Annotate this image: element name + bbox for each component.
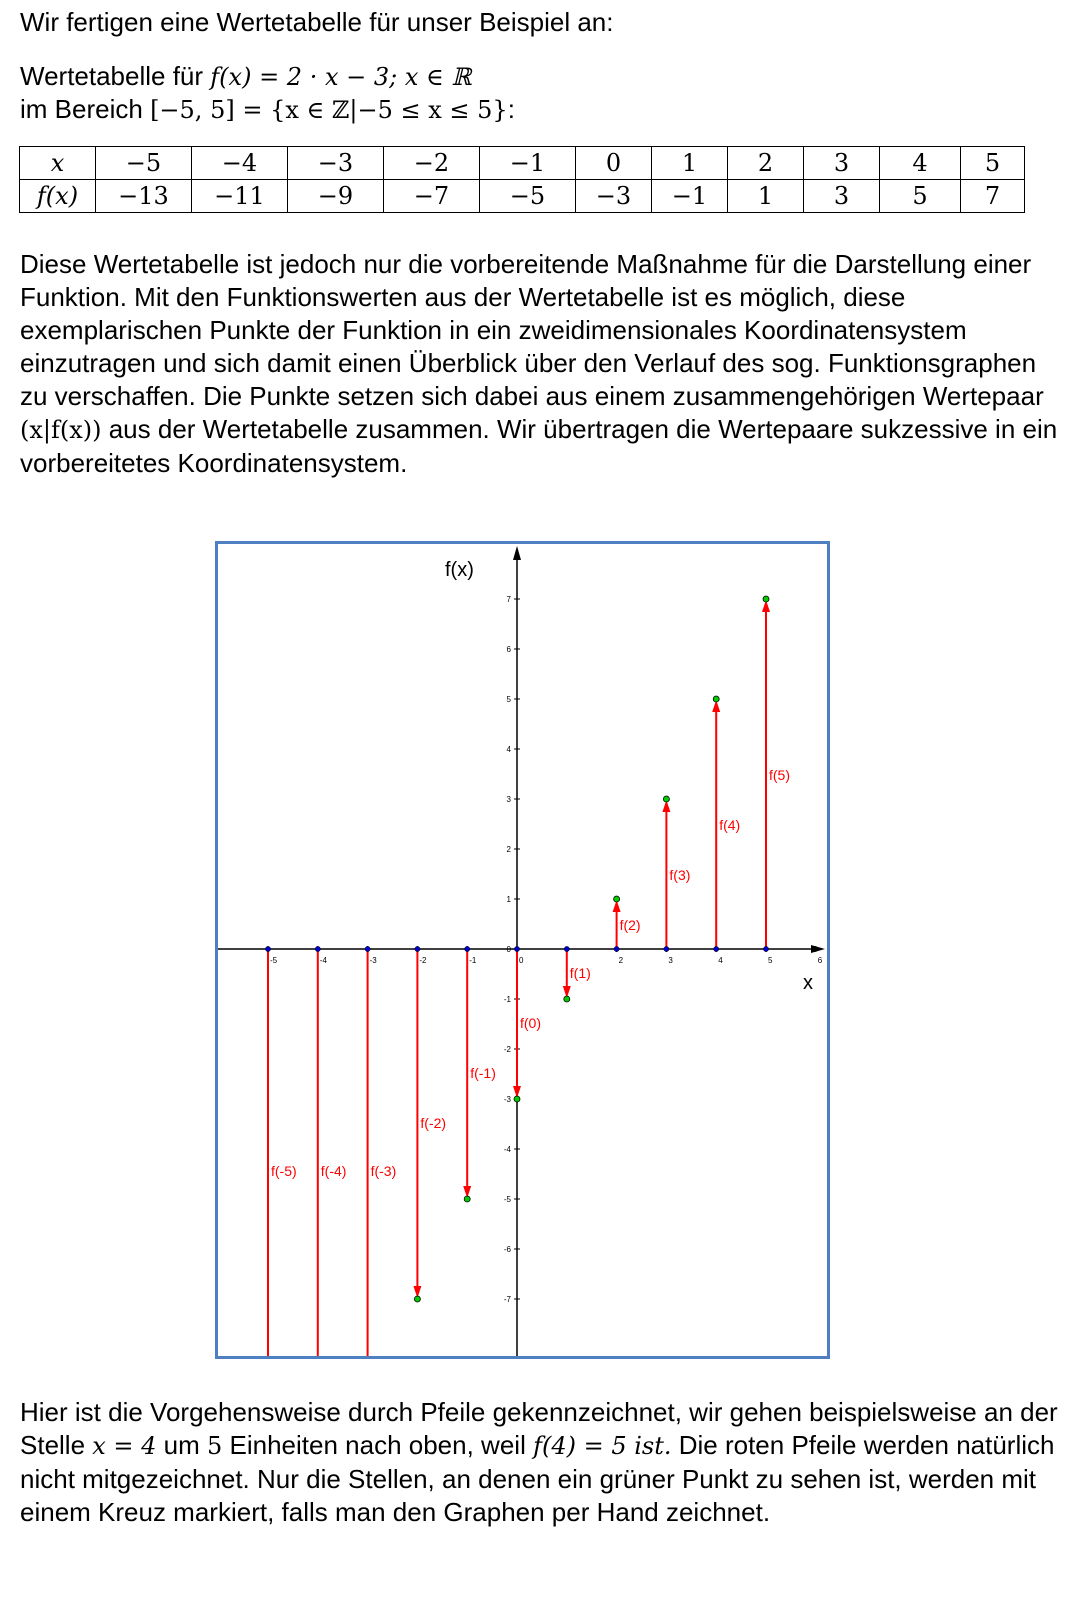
coordinate-system: [218, 544, 827, 1356]
y-tick-label: 0: [506, 945, 511, 954]
table-cell: 2: [728, 147, 804, 180]
y-tick-label: 1: [506, 895, 511, 904]
x-tick-label: 2: [618, 956, 624, 965]
table-cell: 1: [652, 147, 728, 180]
x-axis-label: x: [803, 972, 813, 994]
function-point: [763, 596, 769, 602]
table-cell: 5: [880, 180, 961, 213]
x-axis-point: [465, 946, 470, 951]
x-axis-point: [614, 946, 619, 951]
x-axis-point: [664, 946, 669, 951]
value-pair-notation: (x|f(x)): [20, 416, 102, 444]
paragraph-text: Einheiten nach oben, weil: [222, 1430, 534, 1460]
paragraph-text: um: [156, 1430, 208, 1460]
inline-math: 5: [207, 1432, 223, 1460]
table-cell: −5: [480, 180, 576, 213]
table-cell: x: [20, 147, 96, 180]
arrow-label: f(-5): [271, 1163, 297, 1179]
table-cell: 4: [880, 147, 961, 180]
x-tick-label: -1: [469, 956, 477, 965]
y-axis-arrowhead: [513, 546, 521, 560]
function-definition: f(x) = 2 · x − 3; x ∈ ℝ: [210, 63, 472, 91]
arrow-label: f(-2): [420, 1115, 447, 1131]
function-point: [414, 1296, 420, 1302]
x-axis-point: [415, 946, 420, 951]
paragraph-explanation: [20, 248, 1060, 480]
x-tick-label: 5: [768, 956, 773, 965]
table-cell: 3: [804, 180, 880, 213]
y-tick-label: 4: [506, 745, 511, 754]
paragraph-text: Die roten Pfeile werden natürlich nicht mitgezeichnet. Nur die Stellen, an denen ein grüner Punkt zu sehen ist, werden mit einem Kreuz markiert, falls man den Graphen per Hand zeichnet.: [20, 1430, 1055, 1527]
range-definition: [−5, 5] = {x ∈ ℤ|−5 ≤ x ≤ 5}: [150, 96, 508, 124]
inline-math: f(4) = 5 ist.: [533, 1432, 672, 1460]
x-tick-label: 3: [668, 956, 673, 965]
paragraph-procedure: [20, 1396, 1060, 1529]
table-row-x: [20, 147, 1025, 180]
table-cell: −11: [192, 180, 288, 213]
y-tick-label: -7: [503, 1295, 511, 1304]
x-tick-label: -3: [369, 956, 377, 965]
arrow-label: f(5): [769, 767, 790, 783]
table-cell: f(x): [20, 180, 96, 213]
table-cell: 3: [804, 147, 880, 180]
arrow-label: f(0): [520, 1015, 541, 1031]
x-axis-point: [564, 946, 569, 951]
range-label: im Bereich: [20, 94, 143, 124]
paragraph-text: Hier ist die Vorgehensweise durch Pfeile gekennzeichnet, wir gehen beispielsweise an der Stelle: [20, 1397, 1058, 1460]
table-cell: −3: [576, 180, 652, 213]
y-tick-label: -5: [503, 1195, 511, 1204]
table-heading: [20, 60, 471, 94]
table-row-fx: [20, 180, 1025, 213]
table-cell: −4: [192, 147, 288, 180]
table-cell: −5: [96, 147, 192, 180]
arrow-label: f(1): [569, 965, 591, 981]
x-axis-point: [763, 946, 768, 951]
y-tick-label: -2: [503, 1045, 511, 1054]
range-suffix: :: [507, 94, 515, 124]
table-cell: −1: [652, 180, 728, 213]
inline-math: x = 4: [92, 1432, 157, 1460]
x-tick-label: -2: [419, 956, 427, 965]
arrow-label: f(2): [619, 917, 641, 933]
y-tick-label: 7: [506, 595, 511, 604]
x-axis-arrowhead: [811, 945, 825, 953]
x-axis-point: [514, 946, 519, 951]
arrow-label: f(-4): [320, 1163, 347, 1179]
y-tick-label: 2: [506, 845, 511, 854]
function-point: [564, 996, 570, 1002]
table-cell: 1: [728, 180, 804, 213]
value-table: [19, 146, 1025, 213]
table-cell: 0: [576, 147, 652, 180]
arrow-label: f(4): [719, 817, 741, 833]
table-cell: −13: [96, 180, 192, 213]
range-heading: [20, 93, 515, 127]
y-tick-label: 5: [506, 695, 511, 704]
y-tick-label: -4: [503, 1145, 511, 1154]
x-axis-point: [714, 946, 719, 951]
table-cell: −3: [288, 147, 384, 180]
y-tick-label: -1: [503, 995, 511, 1004]
arrow-label: f(3): [669, 867, 691, 883]
x-axis-point: [265, 946, 270, 951]
x-tick-label: -4: [319, 956, 327, 965]
intro-text: Wir fertigen eine Wertetabelle für unser Beispiel an:: [20, 7, 614, 37]
x-tick-label: 4: [718, 956, 723, 965]
x-tick-label: 0: [519, 956, 524, 965]
arrow-label: f(-1): [470, 1065, 496, 1081]
function-point: [713, 696, 719, 702]
y-tick-label: -6: [503, 1245, 511, 1254]
function-point: [663, 796, 669, 802]
table-cell: −1: [480, 147, 576, 180]
paragraph-text: aus der Wertetabelle zusammen. Wir übertragen die Wertepaare sukzessive in ein vorbereitetes Koordinatensystem.: [20, 414, 1058, 478]
table-cell: −9: [288, 180, 384, 213]
function-point: [614, 896, 620, 902]
x-axis-point: [315, 946, 320, 951]
coordinate-figure: [215, 541, 830, 1359]
arrow-label: f(-3): [370, 1163, 397, 1179]
table-cell: 5: [961, 147, 1025, 180]
x-axis-point: [365, 946, 370, 951]
x-tick-label: 6: [817, 956, 823, 965]
x-tick-label: -5: [270, 956, 278, 965]
paragraph-text: Diese Wertetabelle ist jedoch nur die vorbereitende Maßnahme für die Darstellung einer Funktion. Mit den Funktionswerten aus der Wertetabelle ist es möglich, diese exemplarischen Punkte der Funktion in ein zweidimensionales Koordinatensystem einzutragen und sich damit einen Überblick über den Verlauf des sog. Funktionsgraphen zu verschaffen. Die Punkte setzen sich dabei aus einem zusammengehörigen Wertepaar: [20, 249, 1044, 411]
table-cell: −2: [384, 147, 480, 180]
y-axis-label: f(x): [445, 559, 474, 581]
function-point: [514, 1096, 520, 1102]
table-heading-label: Wertetabelle für: [20, 61, 204, 91]
table-cell: −7: [384, 180, 480, 213]
function-point: [464, 1196, 470, 1202]
table-cell: 7: [961, 180, 1025, 213]
y-tick-label: 6: [506, 645, 511, 654]
y-tick-label: -3: [503, 1095, 511, 1104]
y-tick-label: 3: [506, 795, 511, 804]
